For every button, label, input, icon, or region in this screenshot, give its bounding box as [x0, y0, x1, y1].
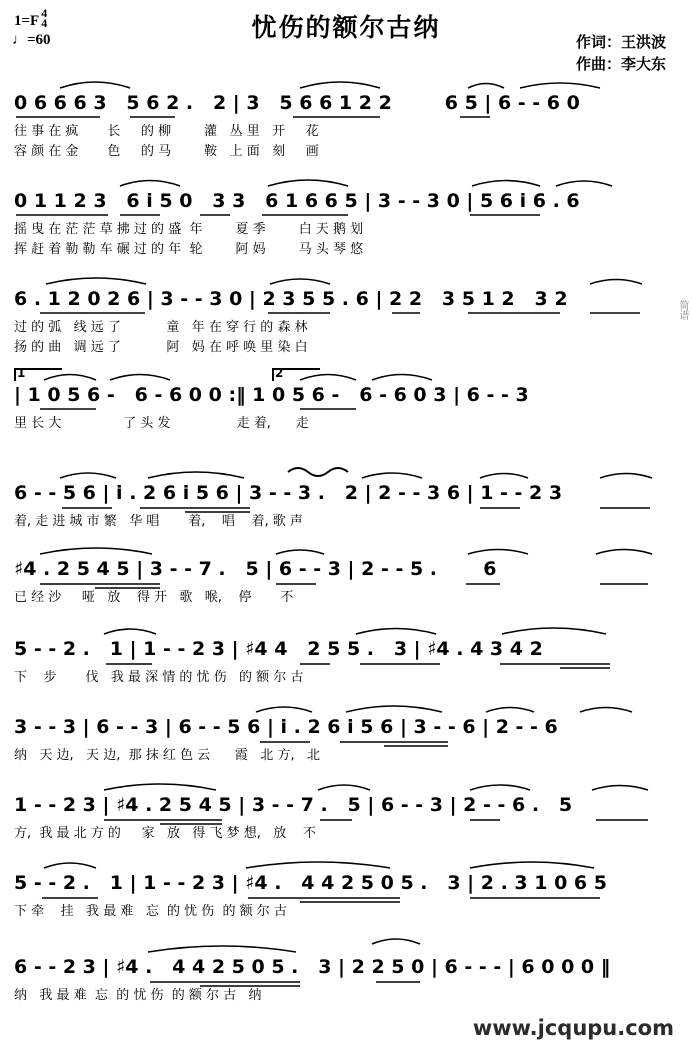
lyricist-credit: 作词：王洪波 — [575, 35, 666, 51]
lyric-line-1: 往 事 在 疯 长 的 柳 灌 丛 里 开 花 — [14, 124, 319, 139]
second-ending-bracket: 2 — [272, 368, 320, 381]
time-signature: 4 4 — [41, 6, 48, 30]
lyric-line-1: 下 牵 挂 我 最 难 忘 的 忧 伤 的 额 尔 古 — [14, 904, 287, 919]
notation-line: 6 . 1 2 0 2 6 | 3 - - 3 0 | 2 3 5 5 . 6 | 2 2 3 5 1 2 3 2 — [14, 288, 568, 310]
notation-line: 6 - - 5 6 | i . 2 6 i 5 6 | 3 - - 3 . 2 | 2 - - 3 6 | 1 - - 2 3 — [14, 482, 563, 504]
composer-credit: 作曲：李大东 — [575, 57, 666, 73]
notation-line: 5 - - 2 . 1 | 1 - - 2 3 | ♯4 . 4 4 2 5 0 5 . 3 | 2 . 3 1 0 6 5 — [14, 872, 607, 894]
lyric-line-2: 容 颜 在 金 色 的 马 鞍 上 面 刻 画 — [14, 144, 319, 159]
lyric-line-1: 过 的 弧 线 远 了 童 年 在 穿 行 的 森 林 — [14, 320, 308, 335]
side-watermark: 简谱 — [677, 300, 688, 320]
site-watermark: www.jcqupu.com — [472, 1016, 674, 1040]
key-label: 1=F — [14, 13, 40, 29]
notation-line: 1 - - 2 3 | ♯4 . 2 5 4 5 | 3 - - 7 . 5 | 6 - - 3 | 2 - - 6 . 5 — [14, 794, 573, 816]
notation-line: 6 - - 2 3 | ♯4 . 4 4 2 5 0 5 . 3 | 2 2 5 0 | 6 - - - | 6 0 0 0 ‖ — [14, 956, 611, 978]
lyric-line-2: 挥 赶 着 勒 勒 车 碾 过 的 年 轮 阿 妈 马 头 琴 悠 — [14, 242, 364, 257]
page-title: 忧伤的额尔古纳 — [251, 13, 441, 42]
lyric-line-1: 着, 走 进 城 市 繁 华 唱 着, 唱 着, 歌 声 — [14, 514, 303, 529]
lyric-line-1: 下 步 伐 我 最 深 情 的 忧 伤 的 额 尔 古 — [14, 670, 304, 685]
lyric-line-1: 摇 曳 在 茫 茫 草 拂 过 的 盛 年 夏 季 白 天 鹅 划 — [14, 222, 364, 237]
credits — [576, 32, 666, 76]
notation-line: 5 - - 2 . 1 | 1 - - 2 3 | ♯4 4 2 5 5 . 3 | ♯4 . 4 3 4 2 — [14, 638, 543, 660]
notation-line: | 1 0 5 6 - 6 - 6 0 0 :‖ 1 0 5 6 - 6 - 6 0 3 | 6 - - 3 — [14, 384, 529, 406]
lyric-line-1: 纳 我 最 难 忘 的 忧 伤 的 额 尔 古 纳 — [14, 988, 262, 1003]
lyric-line-2: 扬 的 曲 调 远 了 阿 妈 在 呼 唤 里 染 白 — [14, 340, 308, 355]
notation-line: 0 6 6 6 3 5 6 2 . 2 | 3 5 6 6 1 2 2 6 5 | 6 - - 6 0 — [14, 92, 580, 114]
tempo-marking: ♩=60 — [12, 32, 51, 48]
notation-line: 0 1 1 2 3 6 i 5 0 3 3 6 1 6 6 5 | 3 - - 3 0 | 5 6 i 6 . 6 — [14, 190, 580, 212]
lyric-line-1: 里 长 大 了 头 发 走 着, 走 — [14, 416, 309, 431]
lyric-line-1: 纳 天 边, 天 边, 那 抹 红 色 云 霞 北 方, 北 — [14, 748, 320, 763]
notation-line: 3 - - 3 | 6 - - 3 | 6 - - 5 6 | i . 2 6 i 5 6 | 3 - - 6 | 2 - - 6 — [14, 716, 558, 738]
lyric-line-1: 方, 我 最 北 方 的 家 放 得 飞 梦 想, 放 不 — [14, 826, 316, 841]
first-ending-bracket: 1 — [14, 368, 62, 381]
lyric-line-1: 已 经 沙 哑 放 得 开 歌 喉, 停 不 — [14, 590, 294, 605]
notation-line: ♯4 . 2 5 4 5 | 3 - - 7 . 5 | 6 - - 3 | 2 - - 5 . 6 — [14, 558, 497, 580]
